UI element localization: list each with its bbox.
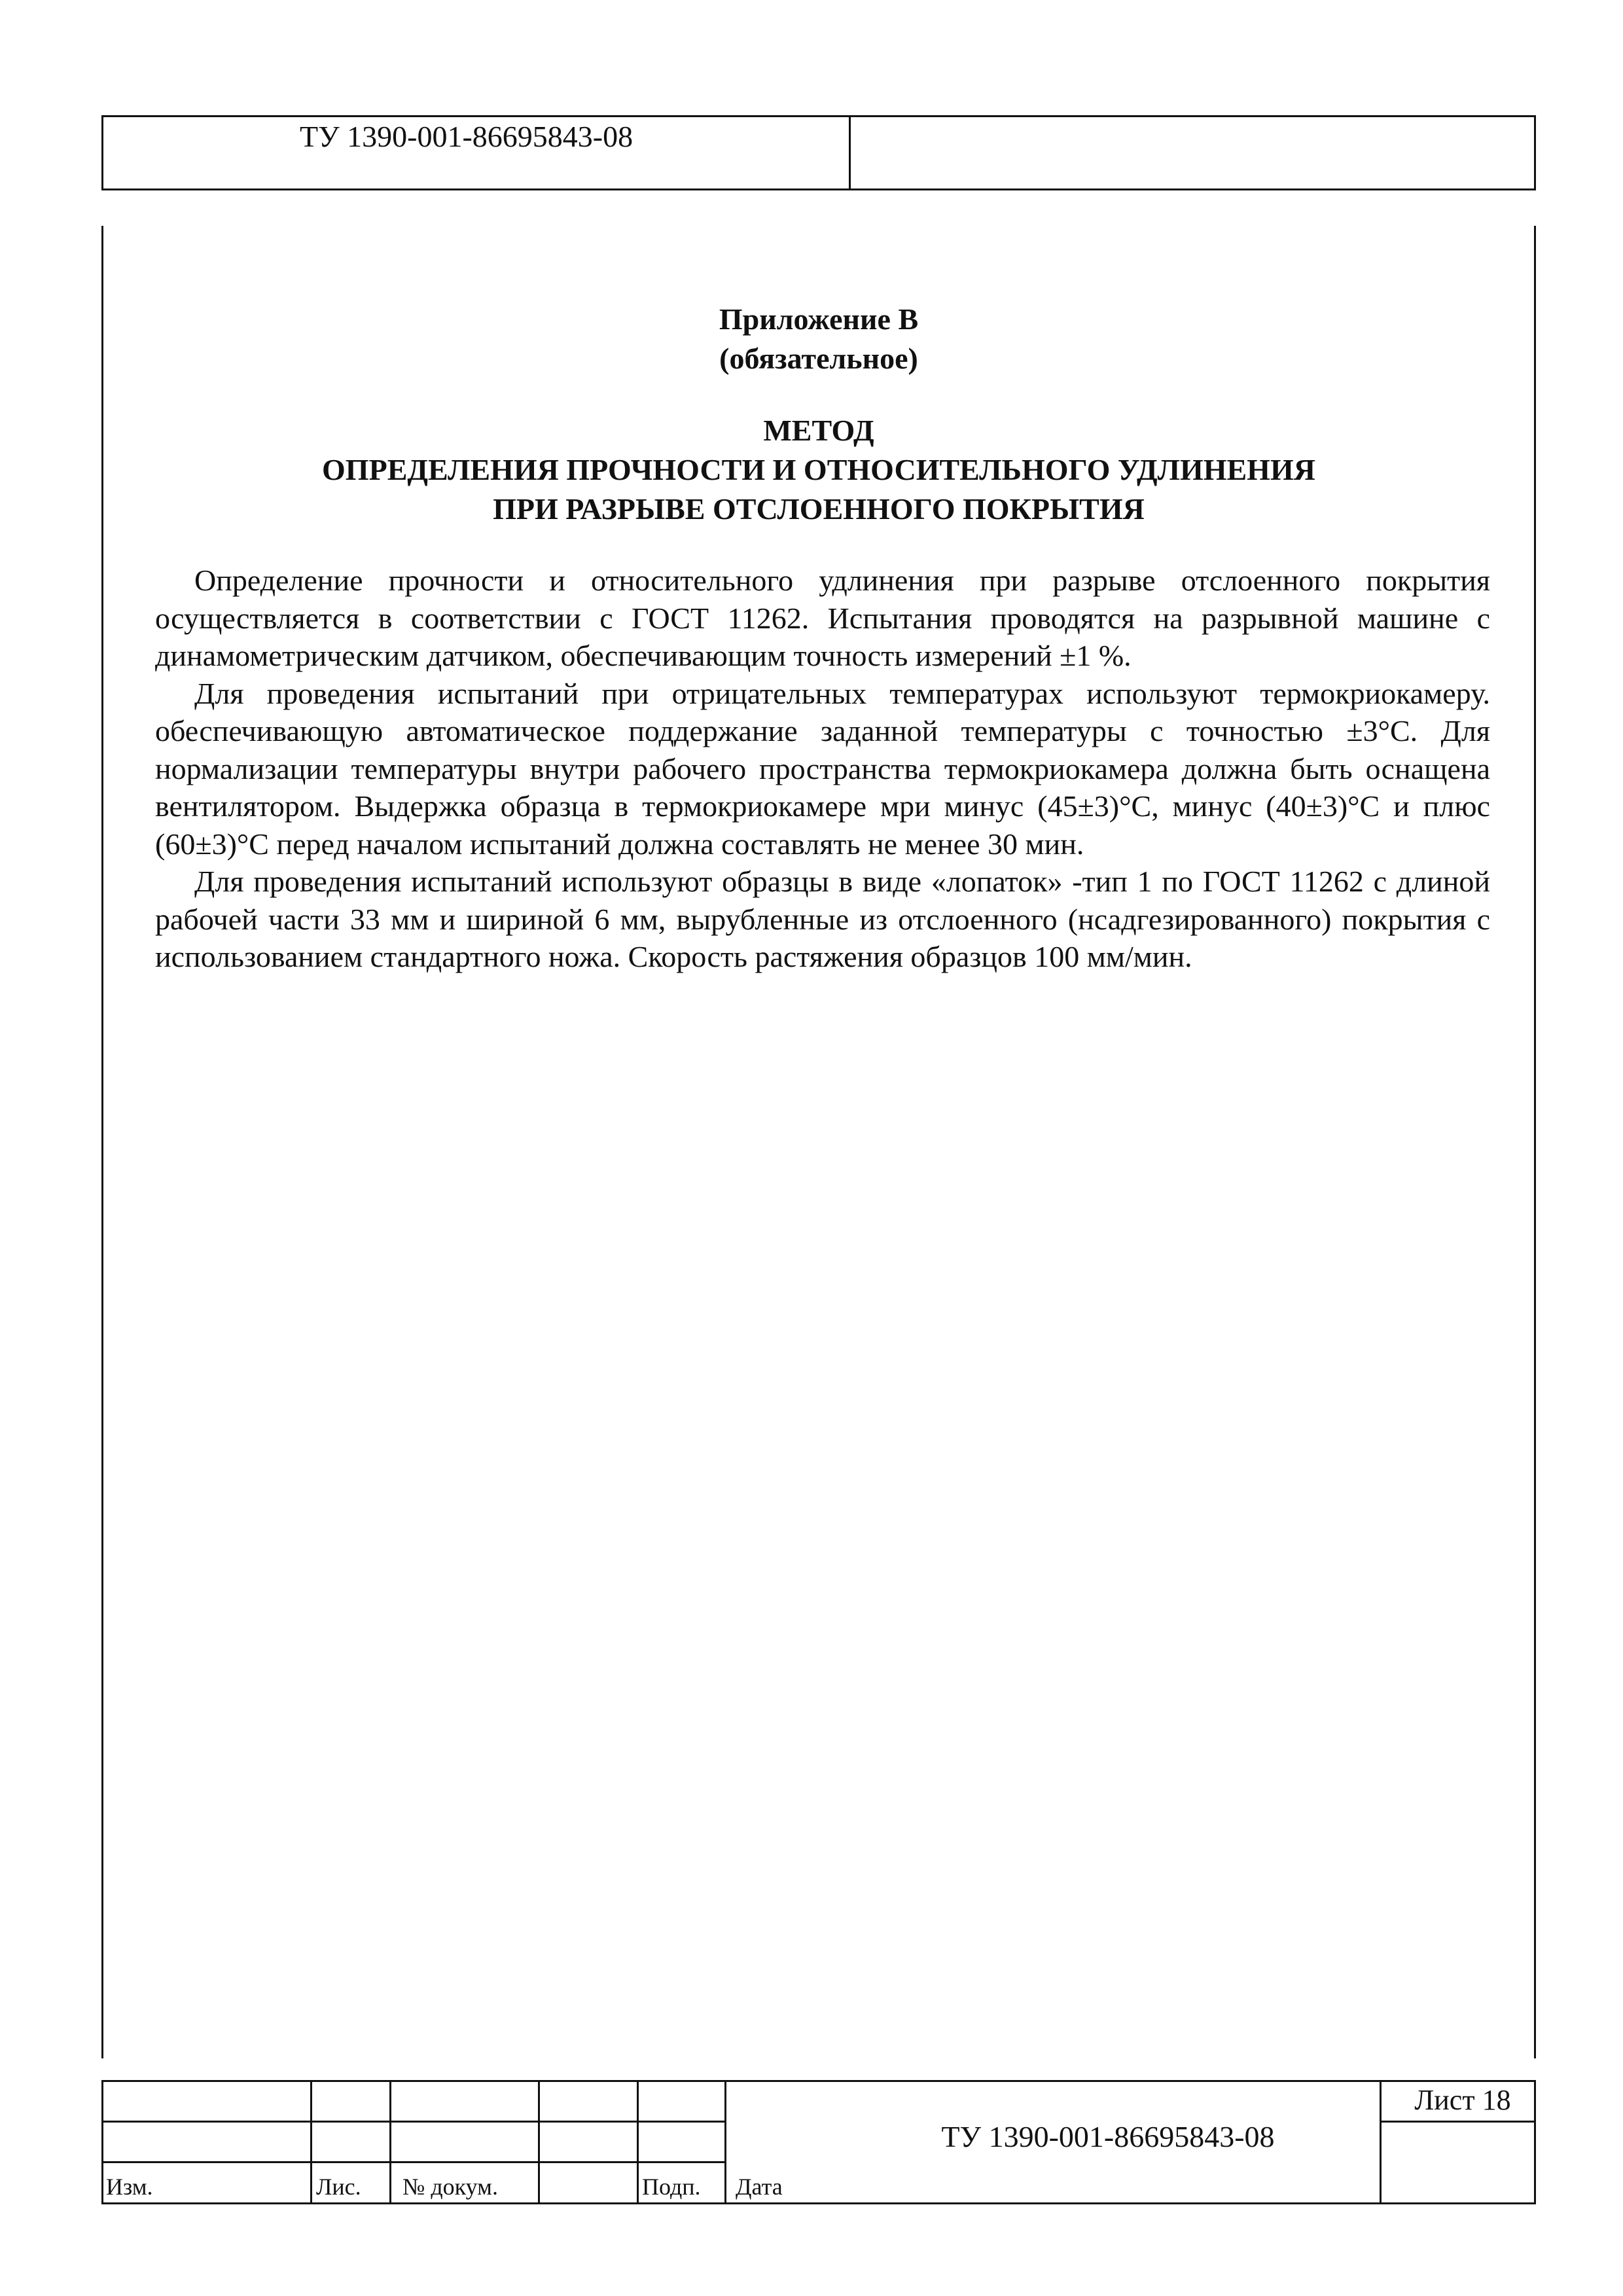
frame-right-line	[1534, 226, 1536, 2058]
stamp-row-line	[103, 2121, 724, 2123]
stamp-divider	[724, 2082, 726, 2202]
paragraph: Определение прочности и относительного удлинения при разрыве отслоенного покрытия осуществляется в соответствии с ГОСТ 11262. Испытания проводятся на разрывной машине с динамометрическим датчиком, обеспечивающим точность измерений ±1 %.	[155, 564, 1490, 672]
stamp-row-line	[103, 2161, 724, 2163]
stamp-label-podp: Подп.	[642, 2174, 701, 2200]
stamp-divider	[310, 2082, 312, 2202]
stamp-label-data: Дата	[736, 2174, 783, 2200]
method-subtitle-line-1: ОПРЕДЕЛЕНИЯ ПРОЧНОСТИ И ОТНОСИТЕЛЬНОГО УДЛИНЕНИЯ	[322, 453, 1315, 486]
stamp-row-line	[1380, 2121, 1536, 2123]
sheet-number: Лист 18	[1414, 2084, 1511, 2116]
body-text	[155, 562, 1490, 976]
title-block	[101, 2080, 1536, 2204]
stamp-divider	[389, 2082, 391, 2202]
stamp-doc-code: ТУ 1390-001-86695843-08	[941, 2120, 1275, 2153]
stamp-label-dokum: № докум.	[402, 2174, 498, 2200]
appendix-title: Приложение В	[719, 302, 919, 336]
stamp-label-izm: Изм.	[106, 2174, 153, 2200]
header-divider	[849, 117, 851, 188]
stamp-divider	[637, 2082, 639, 2202]
header-box	[101, 115, 1536, 190]
paragraph: Для проведения испытаний при отрицательных температурах используют термокриокамеру. обеспечивающую автоматическое поддержание заданной температуры с точностью ±3°С. Для нормализации температуры внутри рабочего пространства термокриокамера должна быть оснащена вентилятором. Выдержка образца в термокриокамере мри минус (45±3)°С, минус (40±3)°С и плюс (60±3)°С перед началом испытаний должна составлять не менее 30 мин.	[155, 676, 1490, 861]
header-doc-code: ТУ 1390-001-86695843-08	[300, 120, 633, 153]
method-title: МЕТОД	[763, 414, 874, 447]
stamp-divider	[538, 2082, 540, 2202]
method-subtitle-line-2: ПРИ РАЗРЫВЕ ОТСЛОЕННОГО ПОКРЫТИЯ	[493, 492, 1145, 526]
paragraph: Для проведения испытаний используют образцы в виде «лопаток» -тип 1 по ГОСТ 11262 с длиной рабочей части 33 мм и шириной 6 мм, вырубленные из отслоенного (нсадгезированного) покрытия с использованием стандартного ножа. Скорость растяжения образцов 100 мм/мин.	[155, 865, 1490, 973]
stamp-label-lis: Лис.	[316, 2174, 361, 2200]
appendix-status: (обязательное)	[719, 342, 918, 375]
